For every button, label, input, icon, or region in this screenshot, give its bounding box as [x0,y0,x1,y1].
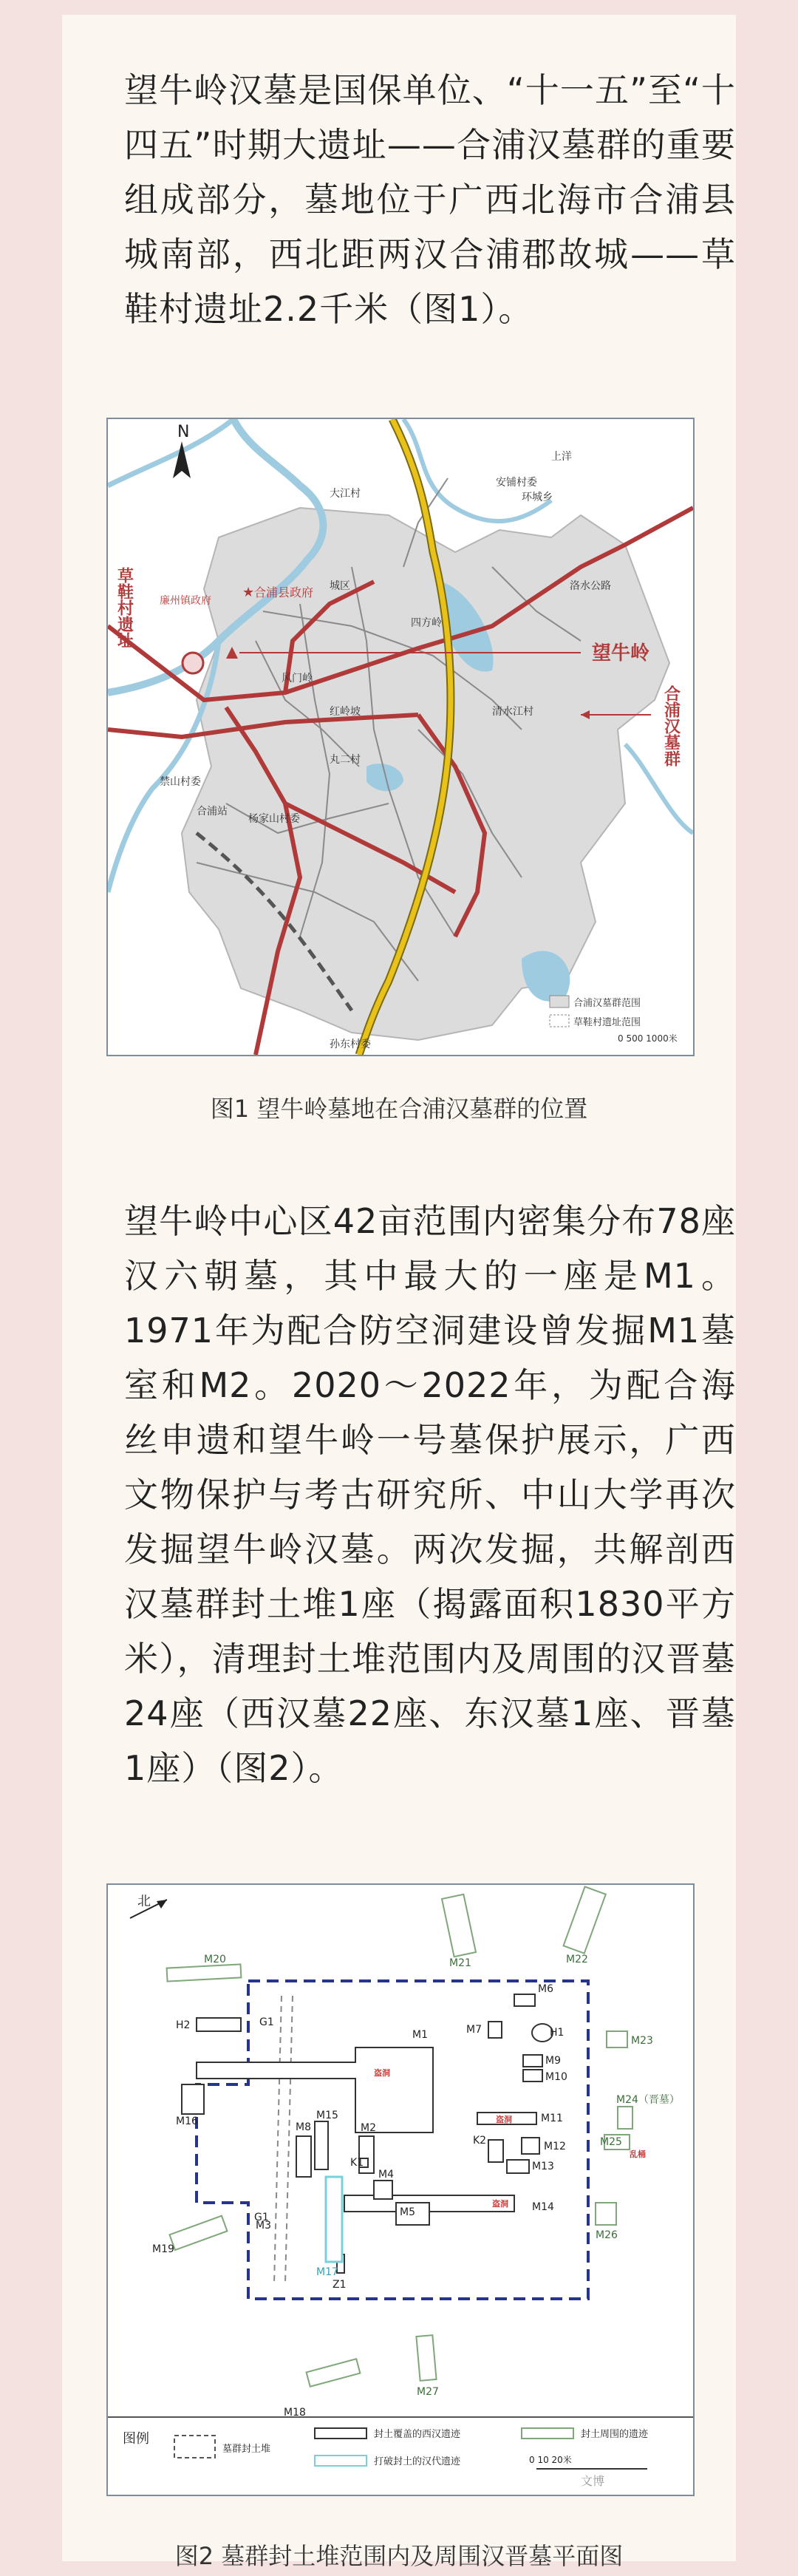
legend-around-label: 封土周围的遗迹 [581,2429,649,2440]
tomb-m8 [296,2136,311,2177]
place-label: 城区 [330,580,350,592]
feature-label: H2 [176,2019,191,2031]
stamp-label: 盗洞 [374,2068,390,2078]
town-gov-label: 廉州镇政府 [160,595,211,607]
tomb-label: M17 [316,2266,338,2278]
plan-legend [108,2417,693,2488]
tomb-label: M25 [600,2136,622,2148]
feature-label: H1 [550,2027,565,2039]
place-label: 安铺村委 [496,477,537,489]
place-label: 上洋 [551,451,572,463]
tomb-m1 [197,2047,433,2132]
feature-label: K2 [473,2135,487,2147]
legend-broken-label: 打破封土的汉代遗迹 [374,2456,461,2467]
stamp-label: 盗洞 [492,2199,508,2209]
tomb-label: M12 [544,2141,566,2152]
tomb-label: M16 [176,2115,198,2127]
tomb-label: M5 [400,2206,415,2218]
place-label: 四方岭 [411,617,442,629]
tomb-m26 [596,2203,616,2225]
north-label: 北 [137,1894,151,1909]
place-label: 清水江村 [492,706,533,718]
intro-paragraph: 望牛岭汉墓是国保单位、“十一五”至“十四五”时期大遗址——合浦汉墓群的重要组成部分，墓地位于广西北海市合浦县城南部，西北距两汉合浦郡故城——草鞋村遗址2.2千米（图1）。 [124,70,736,329]
plan-scale-label: 0 10 20米 [529,2455,572,2465]
county-gov-label: 合浦县政府 [254,585,314,599]
wangniuling-label: 望牛岭 [592,642,650,665]
tomb-m24 [618,2107,632,2129]
figure1-map [106,418,695,1056]
stamp-label: 盗洞 [496,2115,512,2124]
tomb-label: M27 [417,2386,439,2398]
figure1-caption: 图1 望牛岭墓地在合浦汉墓群的位置 [210,1095,588,1123]
hepu-tombs-label: 合浦汉墓群 [661,685,681,767]
place-label: 禁山村委 [160,776,201,788]
tomb-label: M9 [545,2055,561,2067]
tomb-m16 [182,2084,204,2114]
tomb-m4 [374,2181,392,2199]
legend-title: 图例 [123,2431,149,2447]
tomb-label: M7 [466,2024,482,2036]
place-label: 丸二村 [330,754,361,766]
watermark: 文博 [581,2474,605,2488]
feature-label: G1 [254,2212,269,2223]
place-label: 洛水公路 [570,580,611,592]
legend-mound-label: 墓群封土堆 [222,2444,271,2455]
caoxie-site-marker [183,653,203,673]
stamp-label: 乱桶 [630,2150,646,2159]
tomb-m17 [326,2177,342,2262]
star-icon: ★ [242,585,255,600]
tomb-m12 [522,2138,539,2154]
tomb-label: M19 [152,2243,174,2255]
tomb-label: M24（晋墓） [616,2094,680,2106]
place-label: 杨家山村委 [248,813,300,825]
tomb-m6 [514,1994,535,2006]
tomb-label: M15 [316,2110,338,2121]
tomb-label: M11 [541,2113,563,2124]
tomb-m9 [523,2055,542,2067]
caoxie-label: 草鞋村遗址 [115,567,134,648]
place-label: 合浦站 [197,806,228,818]
tomb-m21 [442,1894,476,1957]
feature-label: K1 [350,2157,364,2169]
river [108,419,233,486]
feature-label: Z1 [332,2279,347,2291]
place-label: 红岭坡 [330,706,361,718]
tomb-label: M1 [412,2029,428,2041]
tomb-label: M8 [296,2121,311,2133]
tomb-label: M3 [256,2220,271,2232]
tomb-label: M18 [284,2407,306,2419]
figure2-caption: 图2 墓群封土堆范围内及周围汉晋墓平面图 [174,2542,624,2570]
tomb-m13 [507,2160,529,2173]
main-paragraph: 望牛岭中心区42亩范围内密集分布78座汉六朝墓，其中最大的一座是M1。1971年为配合防空洞建设曾发掘M1墓室和M2。2020～2022年，为配合海丝申遗和望牛岭一号墓保护展示，广西文物保护与考古研究所、中山大学再次发掘望牛岭汉墓。两次发掘，共解剖西汉墓群封土堆1座（揭露面积1830平方米），清理封土堆范围内及周围的汉晋墓24座（西汉墓22座、东汉墓1座、晋墓1座）（图2）。 [124,1201,736,1788]
place-label: 风门岭 [282,673,313,684]
tomb-label: M14 [532,2201,554,2213]
plan-svg [108,1885,693,2495]
tomb-m27 [416,2335,436,2381]
tomb-label: M22 [566,1954,588,1965]
north-arrow-icon [130,1894,167,1918]
figure2-plan [106,1883,695,2496]
tomb-m23 [607,2031,627,2047]
legend-tombs-label: 合浦汉墓群范围 [573,998,641,1009]
map-legend [550,996,678,1044]
legend-site-label: 草鞋村遗址范围 [573,1017,641,1028]
north-label: N [177,423,190,441]
map-scale-label: 0 500 1000米 [618,1033,678,1044]
article-card [62,15,736,2570]
tomb-m10 [523,2070,542,2081]
tomb-m18 [307,2359,361,2386]
place-label: 环城乡 [522,492,553,503]
feature-label: G1 [259,2016,274,2028]
tomb-label: M20 [204,1954,226,1965]
tomb-label: M10 [545,2071,567,2083]
tomb-label: M2 [361,2122,376,2134]
tomb-label: M23 [631,2035,653,2047]
tomb-label: M26 [596,2229,618,2241]
legend-west-han-label: 封土覆盖的西汉遗迹 [374,2429,461,2440]
river [625,744,693,833]
tomb-h2 [197,2018,241,2031]
svg-text:■: ■ [380,2084,388,2094]
tomb-k2 [488,2140,503,2162]
tomb-label: M21 [449,1957,471,1969]
tomb-label: M4 [378,2169,394,2181]
tomb-m20 [167,1964,242,1981]
tomb-m15 [315,2121,328,2169]
tomb-m7 [488,2022,502,2038]
map-svg [108,419,693,1055]
place-label: 大江村 [330,488,361,500]
place-label: 孙东村委 [330,1039,371,1050]
tomb-m22 [564,1886,606,1953]
tomb-label: M13 [532,2161,554,2172]
tomb-label: M6 [538,1983,553,1995]
tomb-m19 [169,2216,227,2250]
